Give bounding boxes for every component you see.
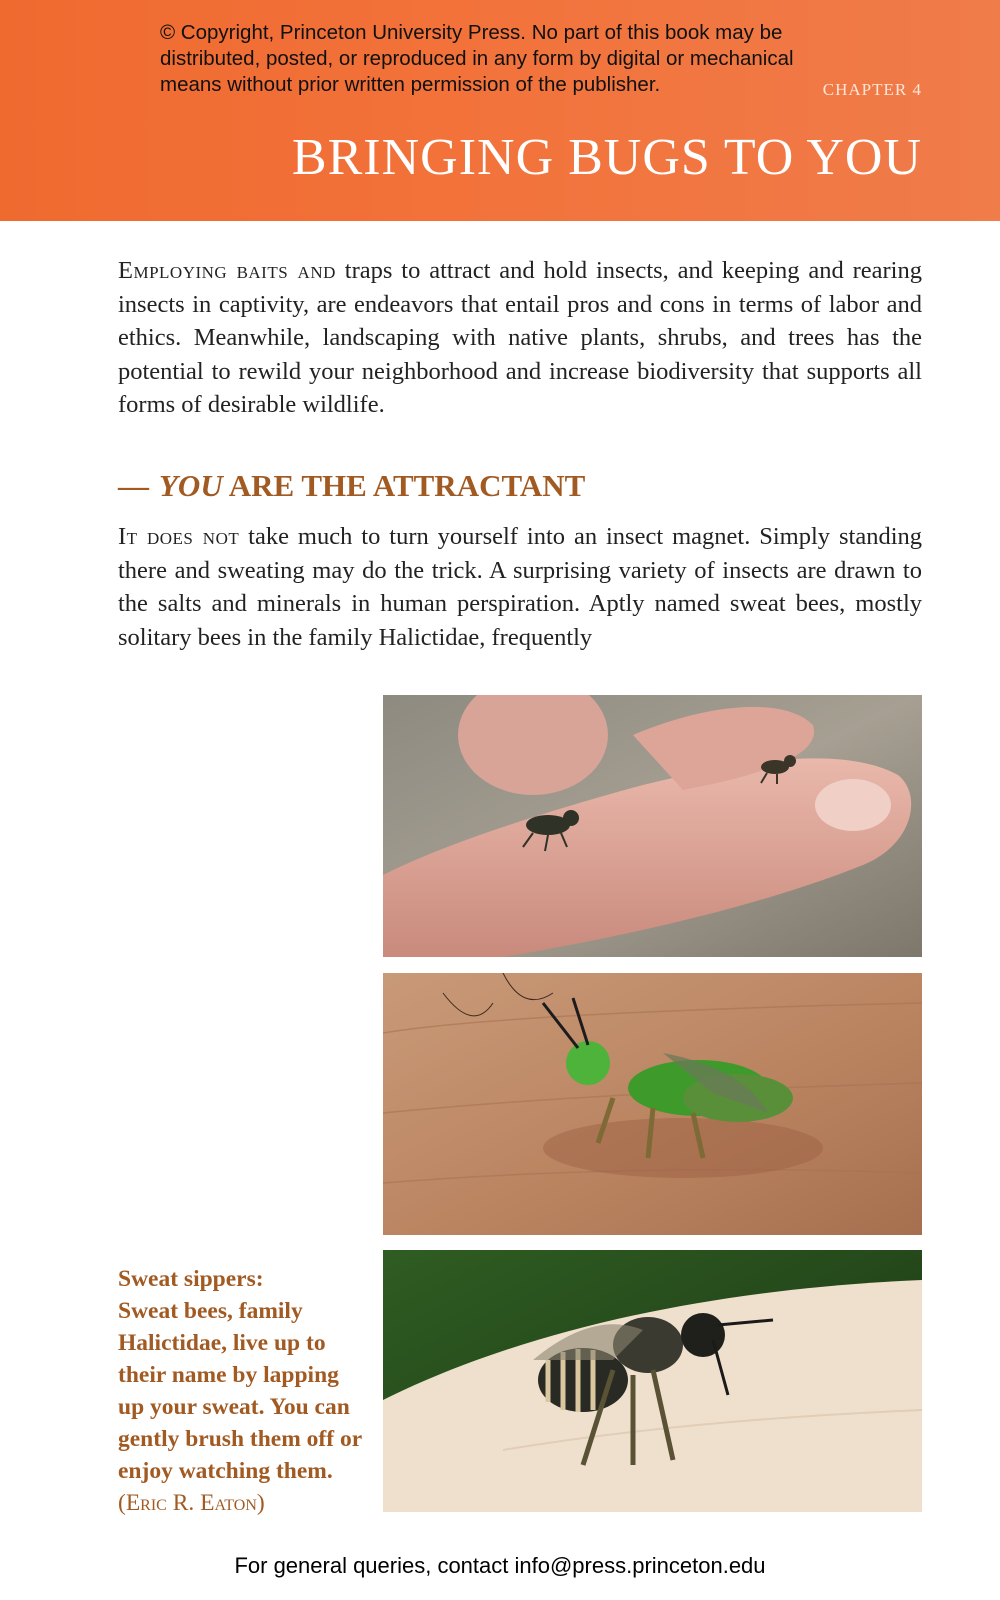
section-heading-dash: — bbox=[118, 468, 149, 503]
green-sweat-bee-image bbox=[383, 973, 922, 1235]
section-heading-emphasis: YOU bbox=[159, 468, 223, 503]
footer-contact: For general queries, contact info@press.princeton.edu bbox=[234, 1553, 766, 1578]
intro-text: traps to attract and hold insects, and keeping and rearing insects in captivity, are endeavors that entail pros and cons in terms of labor and ethics. Meanwhile, landscaping with native plants, shrubs, and trees has the potential to rewild your neighborhood and increase biodiversity that supports all forms of desirable wildlife. bbox=[118, 257, 922, 418]
chapter-number: CHAPTER 4 bbox=[822, 80, 922, 99]
photo-striped-sweat-bee bbox=[383, 1250, 922, 1512]
copyright-notice: © Copyright, Princeton University Press. No part of this book may be distributed, posted, or reproduced in any form by digital or mechanical means without prior written permission of the publisher. bbox=[160, 21, 794, 96]
chapter-title: BRINGING BUGS TO YOU bbox=[291, 129, 922, 186]
section-text: take much to turn yourself into an insect magnet. Simply standing there and sweating may do the trick. A surprising variety of insects are drawn to the salts and minerals in human perspiration. Aptly named sweat bees, mostly solitary bees in the family Halictidae, frequently bbox=[118, 523, 923, 651]
intro-paragraph bbox=[118, 254, 922, 422]
photo-green-sweat-bee bbox=[383, 973, 922, 1235]
caption-title: Sweat sippers: bbox=[118, 1266, 264, 1292]
caption-text: Sweat bees, family Halictidae, live up to their name by lapping up your sweat. You can gently brush them off or enjoy watching them. bbox=[118, 1298, 362, 1484]
chapter-header-banner bbox=[0, 0, 1000, 221]
section-lead-in: It does not bbox=[118, 523, 240, 550]
photo-bees-on-fingers bbox=[383, 695, 922, 957]
striped-sweat-bee-image bbox=[383, 1250, 922, 1512]
section-paragraph bbox=[118, 520, 922, 654]
section-heading bbox=[118, 468, 585, 504]
intro-lead-in: Employing baits and bbox=[118, 257, 336, 284]
figure-caption bbox=[118, 1263, 368, 1519]
section-heading-text: ARE THE ATTRACTANT bbox=[228, 468, 586, 503]
caption-credit: (Eric R. Eaton) bbox=[118, 1490, 265, 1516]
bees-on-fingers-image bbox=[383, 695, 922, 957]
